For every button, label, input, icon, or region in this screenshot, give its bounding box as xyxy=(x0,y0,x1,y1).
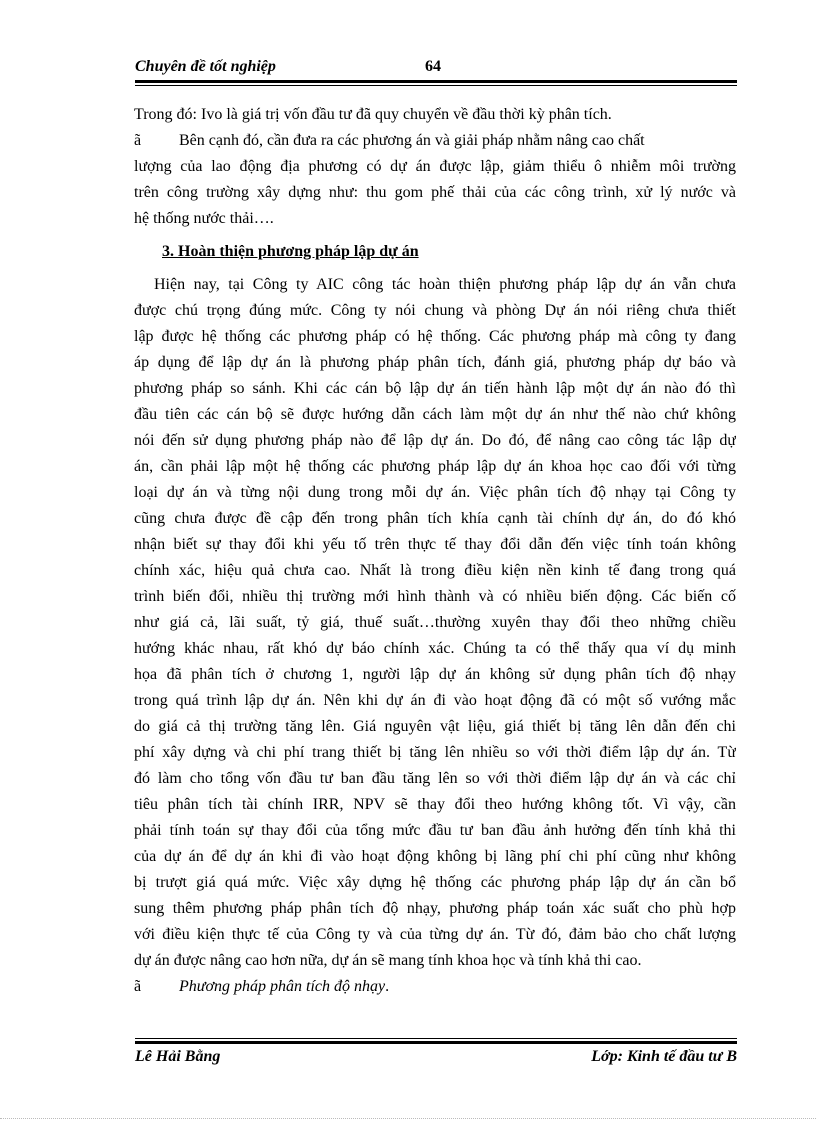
paragraph-line: sung thêm phương pháp phân tích độ nhạy, phương pháp toán xác suất cho phù hợp xyxy=(134,900,736,917)
paragraph-line: Bên cạnh đó, cần đưa ra các phương án và giải pháp nhằm nâng cao chất xyxy=(179,132,645,149)
paragraph-line: của dự án để dự án khi đi vào hoạt động không bị lãng phí chi phí cũng như không xyxy=(134,848,736,865)
paragraph-line: phải tính toán sự thay đổi của tổng mức đầu tư ban đầu ảnh hưởng đến tính khả thi xyxy=(134,822,736,839)
paragraph-line: trên công trường xây dựng như: thu gom phế thải của các công trình, xử lý nước và xyxy=(134,184,736,201)
bullet-symbol: ã xyxy=(134,978,142,995)
paragraph-line: bị trượt giá quá mức. Việc xây dựng hệ thống các phương pháp lập dự án cần bổ xyxy=(134,874,736,891)
paragraph-line: đầu tiên các cán bộ sẽ được hướng dẫn cách làm một dự án như thế nào chứ không xyxy=(134,406,736,423)
paragraph-line: cũng chưa được đề cập đến trong phân tích khía cạnh tài chính dự án, do đó khó xyxy=(134,510,736,527)
paragraph-line: nhận biết sự thay đổi khi yếu tố trên thực tế thay đổi dẫn đến việc tính toán không xyxy=(134,536,736,553)
paragraph-line: án, cần phải lập một hệ thống các phương pháp lập dự án khoa học cao đối với từng xyxy=(134,458,736,475)
bullet-subheading xyxy=(134,974,736,1000)
footer-rule-thin xyxy=(135,1038,737,1039)
paragraph-line: hướng khác nhau, rất khó dự báo chính xác. Chúng ta có thể thấy qua ví dụ minh xyxy=(134,640,736,657)
paragraph-line: được chú trọng đúng mức. Công ty nói chung và phòng Dự án nói riêng chưa thiết xyxy=(134,302,736,319)
paragraph-line: họa đã phân tích ở chương 1, người lập dự án không sử dụng phân tích độ nhạy xyxy=(134,666,736,683)
bullet-symbol: ã xyxy=(134,132,142,149)
paragraph-line: dự án được nâng cao hơn nữa, dự án sẽ mang tính khoa học và tính khả thi cao. xyxy=(134,952,642,969)
paragraph-line: tiêu phân tích tài chính IRR, NPV sẽ thay đổi theo hướng không tốt. Vì vậy, cần xyxy=(134,796,736,813)
paragraph-line: Hiện nay, tại Công ty AIC công tác hoàn thiện phương pháp lập dự án vẫn chưa xyxy=(154,276,736,293)
section-heading: 3. Hoàn thiện phương pháp lập dự án xyxy=(162,243,419,260)
paragraph-line: trong quá trình lập dự án. Nên khi dự án đi vào hoạt động đã có một số vướng mắc xyxy=(134,692,736,709)
paragraph-line: đó làm cho tổng vốn đầu tư ban đầu tăng lên so với thời điểm lập dự án và các chỉ xyxy=(134,770,736,787)
paragraph-line: trình biến đổi, nhiều thị trường mới hình thành và có nhiều biến động. Các biến cố xyxy=(134,588,736,605)
header-title: Chuyên đề tốt nghiệp xyxy=(135,58,276,75)
page-number: 64 xyxy=(425,58,441,75)
header-rule-thick xyxy=(135,80,737,83)
paragraph-line: lập được hệ thống các phương pháp có hệ thống. Các phương pháp mà công ty đang xyxy=(134,328,736,345)
footer-rule-thick xyxy=(135,1041,737,1044)
footer-class: Lớp: Kinh tế đầu tư B xyxy=(591,1048,737,1065)
footer-author: Lê Hải Bằng xyxy=(135,1048,221,1065)
subheading-text: Phương pháp phân tích độ nhạy xyxy=(179,978,386,995)
paragraph-line: Trong đó: Ivo là giá trị vốn đầu tư đã quy chuyển về đầu thời kỳ phân tích. xyxy=(134,106,612,123)
paragraph-line: nói đến sử dụng phương pháp nào để lập dự án. Do đó, để nâng cao công tác lập dự xyxy=(134,432,736,449)
paragraph-line: áp dụng để lập dự án là phương pháp phân tích, đánh giá, phương pháp dự báo và xyxy=(134,354,736,371)
paragraph-line: loại dự án và từng nội dung trong mỗi dự án. Việc phân tích độ nhạy tại Công ty xyxy=(134,484,736,501)
page-header xyxy=(135,58,737,80)
paragraph-line: hệ thống nước thải…. xyxy=(134,210,274,227)
paragraph-line: với điều kiện thực tế của Công ty và của từng dự án. Từ đó, đảm bảo cho chất lượng xyxy=(134,926,736,943)
header-rule-thin xyxy=(135,85,737,86)
paragraph-line: phí xây dựng và chi phí trang thiết bị tăng lên nhiều so với thời điểm lập dự án. Từ xyxy=(134,744,736,761)
paragraph-line: như giá cả, lãi suất, tỷ giá, thuế suất…thường xuyên thay đổi theo những chiều xyxy=(134,614,736,631)
document-body xyxy=(134,102,736,1000)
paragraph-line: do giá cả thị trường tăng lên. Giá nguyên vật liệu, giá thiết bị tăng lên dẫn đến chi xyxy=(134,718,736,735)
page-edge xyxy=(0,1118,816,1120)
page-footer xyxy=(135,1048,737,1070)
bullet-paragraph xyxy=(134,128,736,154)
subheading-period: . xyxy=(385,978,390,995)
paragraph-line: phương pháp so sánh. Khi các cán bộ lập dự án tiến hành lập một dự án nào đó thì xyxy=(134,380,736,397)
paragraph-line: lượng của lao động địa phương có dự án được lập, giảm thiểu ô nhiễm môi trường xyxy=(134,158,736,175)
paragraph-line: chính xác, hiệu quả chưa cao. Nhất là trong điều kiện nền kinh tế đang trong quá xyxy=(134,562,736,579)
